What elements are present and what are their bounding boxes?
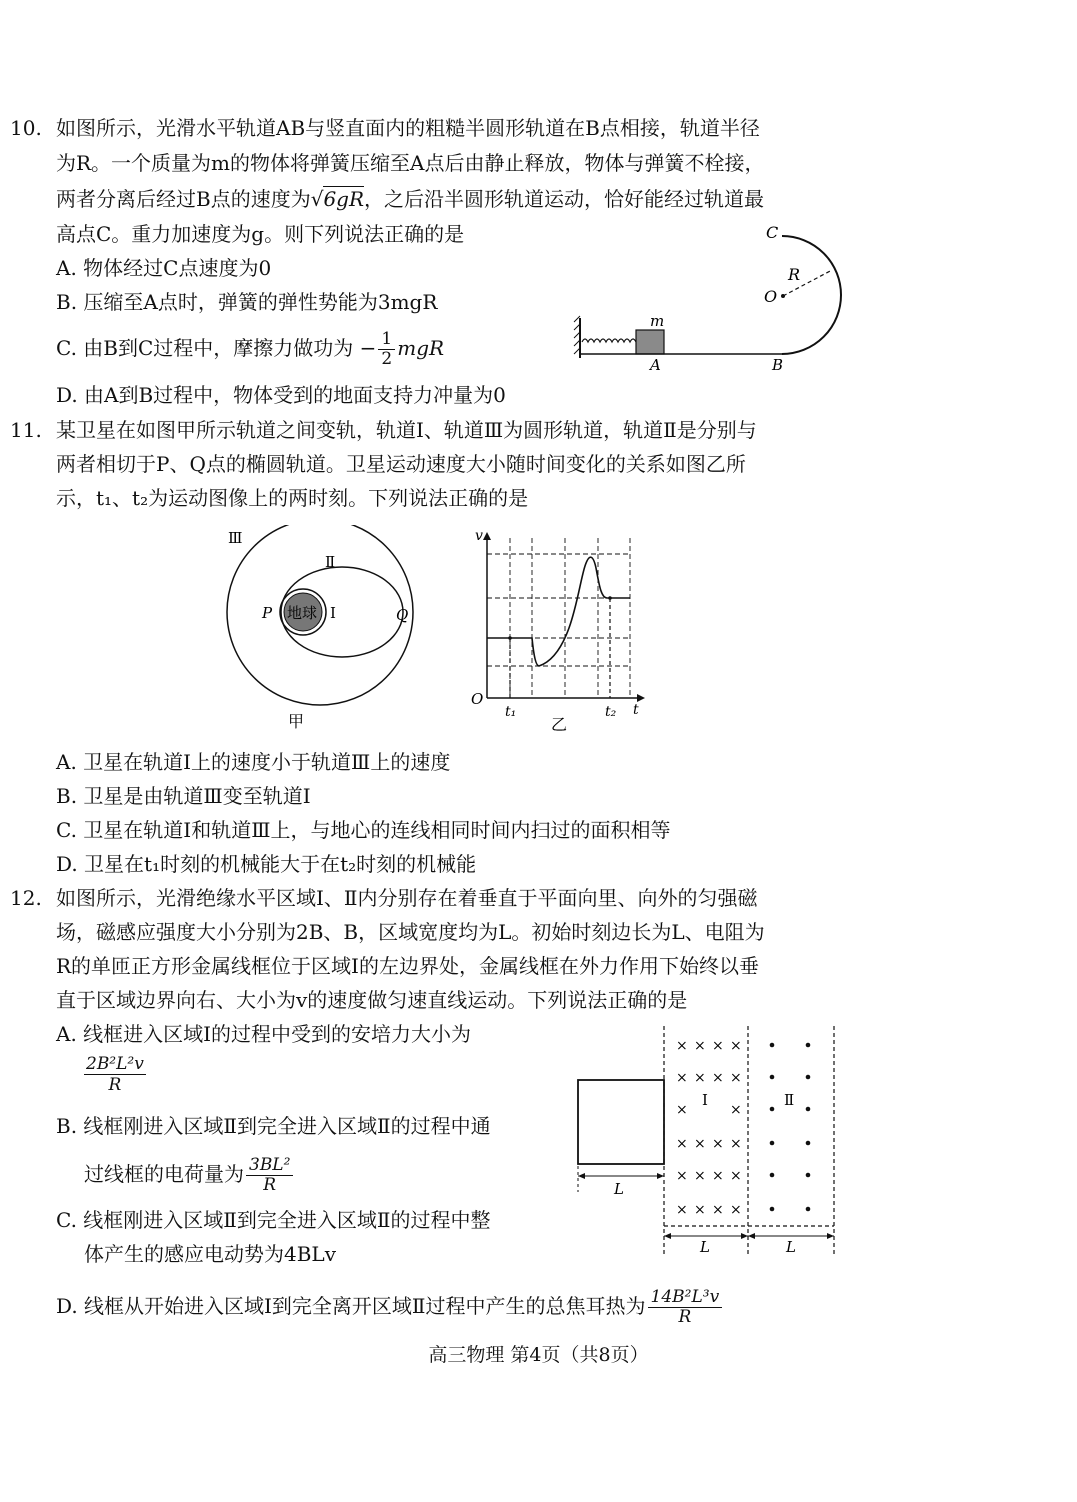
caption-jia: 甲 <box>288 712 305 731</box>
q10-sqrt-expr: 6gR <box>323 187 365 211</box>
label-b: B <box>772 356 784 374</box>
field-out-of-page-dots <box>770 1043 811 1212</box>
cross-symbol: × <box>712 1136 724 1152</box>
cross-symbol: × <box>730 1038 742 1054</box>
q12-d-denominator: R <box>678 1307 692 1327</box>
label-t2: t₂ <box>605 704 617 720</box>
label-l-coil: L <box>614 1180 624 1198</box>
cross-symbol: × <box>694 1168 706 1184</box>
spring-icon <box>582 339 636 342</box>
dot-symbol <box>806 1107 811 1112</box>
label-q: Q <box>396 606 409 624</box>
label-orbit-ii: Ⅱ <box>325 553 336 571</box>
cross-symbol: × <box>730 1202 742 1218</box>
label-orbit-iii: Ⅲ <box>228 529 243 547</box>
q12-option-d-text: D. 线框从开始进入区域Ⅰ到完全离开区域Ⅱ过程中产生的总焦耳热为 <box>56 1294 646 1318</box>
q10-option-b: B. 压缩至A点时，弹簧的弹性势能为3mgR <box>56 290 438 314</box>
dot-symbol <box>806 1075 811 1080</box>
q12-option-a-fraction <box>84 1054 146 1095</box>
grid-lines <box>487 538 630 698</box>
q12-a-numerator: 2B²L²v <box>86 1054 144 1074</box>
v-axis-arrow-icon <box>483 532 491 540</box>
t-axis-arrow-icon <box>637 694 645 702</box>
label-orbit-i: Ⅰ <box>330 604 336 622</box>
q12-option-b-line1: B. 线框刚进入区域Ⅱ到完全进入区域Ⅱ的过程中通 <box>56 1114 491 1138</box>
cross-symbol: × <box>676 1136 688 1152</box>
cross-symbol: × <box>712 1168 724 1184</box>
q12-number: 12. <box>10 886 42 910</box>
q12-stem-line-4: 直于区域边界向右、大小为v的速度做匀速直线运动。下列说法正确的是 <box>56 988 688 1012</box>
cross-symbol: × <box>694 1070 706 1086</box>
q11-option-d: D. 卫星在t₁时刻的机械能大于在t₂时刻的机械能 <box>56 852 477 876</box>
semicircle-track <box>782 236 841 354</box>
cross-symbol: × <box>676 1202 688 1218</box>
q10-stem-line-1: 如图所示，光滑水平轨道AB与竖直面内的粗糙半圆形轨道在B点相接，轨道半径 <box>56 116 760 140</box>
label-o: O <box>764 287 778 306</box>
dot-symbol <box>770 1075 775 1080</box>
q10-stem-line-3b: ，之后沿半圆形轨道运动，恰好能经过轨道最 <box>364 187 765 211</box>
q11-stem-line-1: 某卫星在如图甲所示轨道之间变轨，轨道Ⅰ、轨道Ⅲ为圆形轨道，轨道Ⅱ是分别与 <box>56 418 757 442</box>
dot-symbol <box>770 1207 775 1212</box>
cross-symbol: × <box>730 1102 742 1118</box>
q12-d-numerator: 14B²L³v <box>648 1288 723 1308</box>
q11-option-a: A. 卫星在轨道Ⅰ上的速度小于轨道Ⅲ上的速度 <box>56 750 451 774</box>
q11-stem-line-2: 两者相切于P、Q点的椭圆轨道。卫星运动速度大小随时间变化的关系如图乙所 <box>56 452 746 476</box>
cross-symbol: × <box>676 1038 688 1054</box>
dot-symbol <box>770 1107 775 1112</box>
dot-symbol <box>806 1207 811 1212</box>
label-origin: O <box>471 690 484 708</box>
dot-symbol <box>806 1141 811 1146</box>
label-v: v <box>475 528 483 544</box>
q12-b-numerator: 3BL² <box>246 1156 293 1176</box>
cross-symbol: × <box>730 1070 742 1086</box>
q10-option-a: A. 物体经过C点速度为0 <box>56 256 272 280</box>
cross-symbol: × <box>676 1070 688 1086</box>
cross-symbol: × <box>694 1202 706 1218</box>
q10-c-denominator: 2 <box>381 349 393 369</box>
label-region-i: Ⅰ <box>702 1091 708 1109</box>
cross-symbol: × <box>694 1038 706 1054</box>
label-c: C <box>766 223 779 242</box>
q12-option-c-line2: 体产生的感应电动势为4BLv <box>84 1242 337 1266</box>
v-t-curve <box>487 557 630 666</box>
dot-symbol <box>806 1043 811 1048</box>
q11-option-b: B. 卫星是由轨道Ⅲ变至轨道Ⅰ <box>56 784 311 808</box>
q12-a-denominator: R <box>108 1075 122 1095</box>
label-l-region2: L <box>786 1238 796 1256</box>
dot-symbol <box>770 1173 775 1178</box>
q12-option-b-fraction <box>246 1156 293 1195</box>
label-region-ii: Ⅱ <box>784 1091 795 1109</box>
q12-stem-line-3: R的单匝正方形金属线框位于区域Ⅰ的左边界处，金属线框在外力作用下始终以垂 <box>56 954 759 978</box>
label-l-region1: L <box>700 1238 710 1256</box>
field-into-page-crosses <box>676 1038 742 1218</box>
label-m: m <box>650 312 665 330</box>
q12-stem-line-2: 场，磁感应强度大小分别为2B、B，区域宽度均为L。初始时刻边长为L、电阻为 <box>56 920 765 944</box>
q12-option-b-line2 <box>84 1156 295 1195</box>
q12-option-c-line1: C. 线框刚进入区域Ⅱ到完全进入区域Ⅱ的过程中整 <box>56 1208 491 1232</box>
q12-b-denominator: R <box>263 1175 277 1195</box>
cross-symbol: × <box>676 1102 688 1118</box>
dot-symbol <box>770 1043 775 1048</box>
q10-option-c-suffix: mgR <box>397 336 445 360</box>
q10-number: 10. <box>10 116 42 140</box>
q12-option-d-fraction <box>648 1288 723 1327</box>
q11-figure-jia <box>210 525 430 740</box>
dot-symbol <box>806 1173 811 1178</box>
label-t1: t₁ <box>505 704 517 720</box>
earth-label: 地球 <box>287 604 318 622</box>
q12-option-d <box>56 1288 724 1327</box>
q11-figure-yi <box>465 528 655 738</box>
square-coil <box>578 1080 664 1164</box>
page-footer: 高三物理 第4页（共8页） <box>428 1344 649 1366</box>
cross-symbol: × <box>694 1136 706 1152</box>
q11-option-c: C. 卫星在轨道Ⅰ和轨道Ⅲ上，与地心的连线相同时间内扫过的面积相等 <box>56 818 671 842</box>
q10-stem-line-2: 为R。一个质量为m的物体将弹簧压缩至A点后由静止释放，物体与弹簧不栓接， <box>56 151 765 175</box>
q12-option-b-text: 过线框的电荷量为 <box>84 1162 244 1186</box>
cross-symbol: × <box>712 1038 724 1054</box>
block-m <box>636 330 664 354</box>
cross-symbol: × <box>676 1168 688 1184</box>
cross-symbol: × <box>712 1070 724 1086</box>
label-r: R <box>788 265 801 284</box>
q10-option-c-prefix: C. 由B到C过程中，摩擦力做功为 − <box>56 336 377 360</box>
q10-option-c-fraction <box>378 330 395 369</box>
label-a: A <box>650 356 661 374</box>
q12-figure <box>572 1020 842 1260</box>
q10-stem-line-3 <box>56 187 764 211</box>
q12-stem-line-1: 如图所示，光滑绝缘水平区域Ⅰ、Ⅱ内分别存在着垂直于平面向里、向外的匀强磁 <box>56 886 758 910</box>
cross-symbol: × <box>730 1168 742 1184</box>
cross-symbol: × <box>712 1202 724 1218</box>
q11-number: 11. <box>10 418 42 442</box>
q10-stem-line-4: 高点C。重力加速度为g。则下列说法正确的是 <box>56 222 465 246</box>
q10-c-numerator: 1 <box>378 330 395 350</box>
cross-symbol: × <box>730 1136 742 1152</box>
q12-option-a-line1: A. 线框进入区域Ⅰ的过程中受到的安培力大小为 <box>56 1022 472 1046</box>
q11-stem-line-3: 示，t₁、t₂为运动图像上的两时刻。下列说法正确的是 <box>56 486 529 510</box>
sqrt-symbol: √ <box>310 187 324 211</box>
label-t: t <box>633 702 639 718</box>
q10-figure <box>570 218 860 378</box>
dot-symbol <box>770 1141 775 1146</box>
label-p: P <box>262 604 273 622</box>
q10-stem-line-3a: 两者分离后经过B点的速度为 <box>56 187 311 211</box>
q10-option-d: D. 由A到B过程中，物体受到的地面支持力冲量为0 <box>56 383 506 407</box>
q10-option-c <box>56 330 444 369</box>
caption-yi: 乙 <box>551 715 568 734</box>
